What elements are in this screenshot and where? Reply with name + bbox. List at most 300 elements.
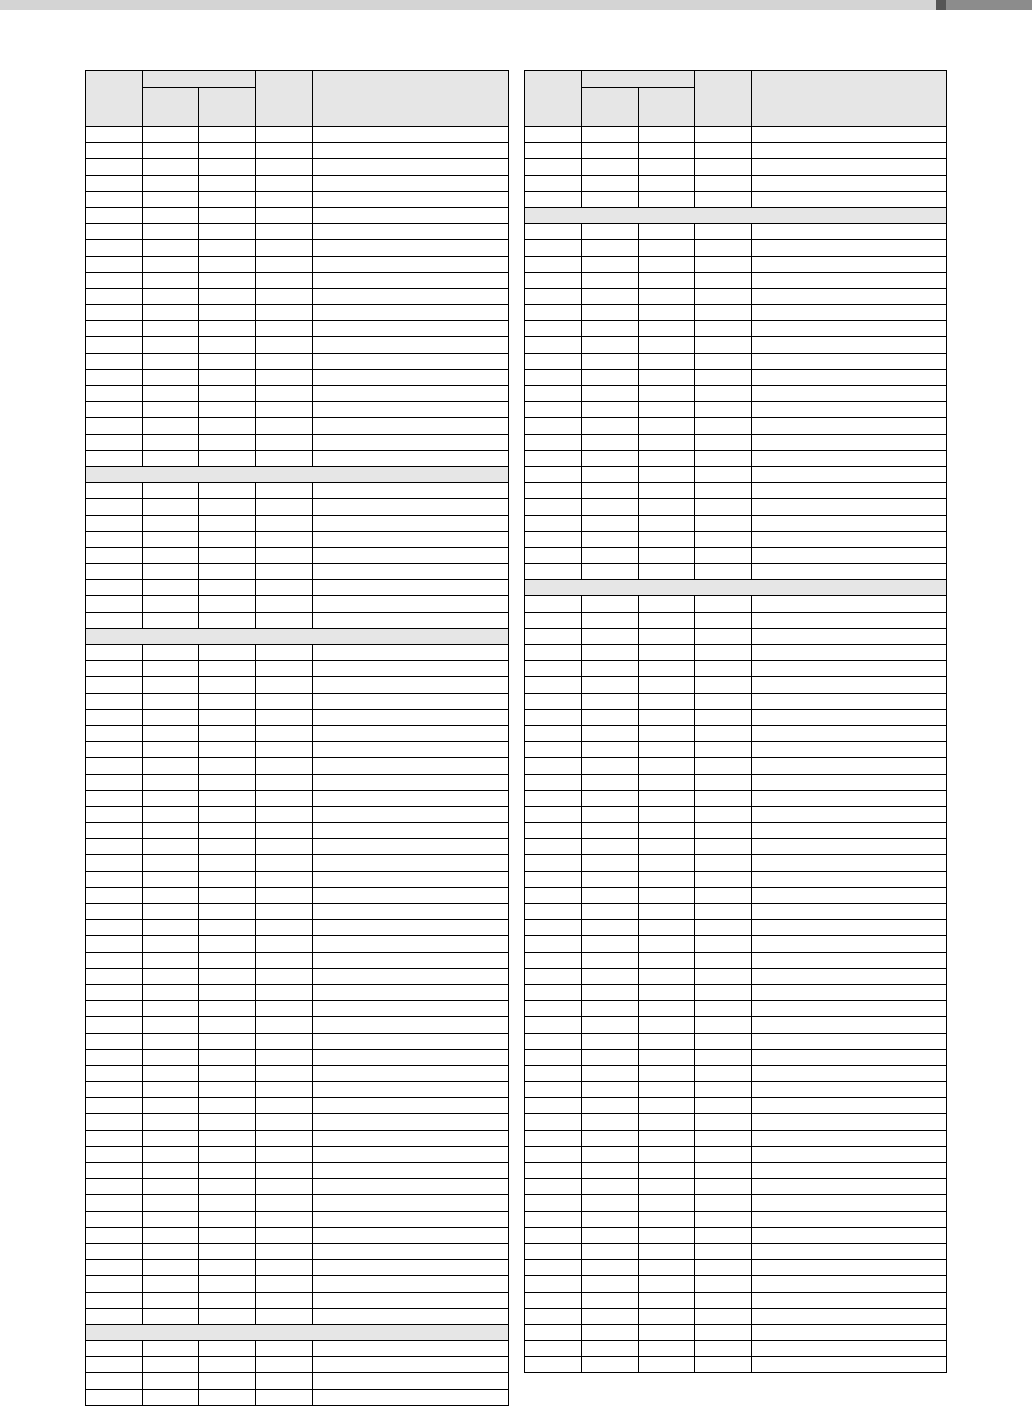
table-cell: [639, 547, 695, 563]
table-cell: [86, 1260, 143, 1276]
table-cell: [313, 1308, 509, 1324]
table-row: [86, 806, 509, 822]
table-row: [525, 1130, 947, 1146]
table-cell: [695, 968, 752, 984]
table-row: [86, 515, 509, 531]
table-cell: [695, 224, 752, 240]
table-cell: [313, 515, 509, 531]
table-cell: [695, 1227, 752, 1243]
table-cell: [525, 272, 582, 288]
table-cell: [86, 1082, 143, 1098]
table-row: [86, 1195, 509, 1211]
table-row: [86, 143, 509, 159]
table-cell: [256, 677, 313, 693]
table-cell: [582, 936, 639, 952]
table-cell: [752, 1114, 947, 1130]
table-row: [86, 402, 509, 418]
table-cell: [143, 483, 199, 499]
table-cell: [525, 1357, 582, 1373]
table-cell: [313, 871, 509, 887]
table-cell: [256, 1017, 313, 1033]
table-row: [525, 1001, 947, 1017]
table-cell: [752, 1308, 947, 1324]
table-cell: [525, 450, 582, 466]
table-cell: [639, 240, 695, 256]
table-cell: [86, 968, 143, 984]
table-cell: [313, 159, 509, 175]
table-row: [86, 418, 509, 434]
table-cell: [143, 1017, 199, 1033]
table-cell: [752, 1033, 947, 1049]
table-cell: [199, 353, 256, 369]
table-cell: [639, 1276, 695, 1292]
table-cell: [582, 288, 639, 304]
table-cell: [752, 143, 947, 159]
table-cell: [199, 725, 256, 741]
table-cell: [695, 272, 752, 288]
table-cell: [313, 1179, 509, 1195]
table-cell: [752, 742, 947, 758]
table-row: [525, 240, 947, 256]
table-cell: [639, 1146, 695, 1162]
table-cell: [199, 143, 256, 159]
table-cell: [525, 1146, 582, 1162]
table-row: [525, 1276, 947, 1292]
table-cell: [313, 191, 509, 207]
table-cell: [256, 1098, 313, 1114]
table-cell: [143, 564, 199, 580]
table-cell: [86, 321, 143, 337]
table-cell: [525, 515, 582, 531]
table-cell: [86, 661, 143, 677]
table-cell: [639, 855, 695, 871]
table-cell: [143, 1049, 199, 1065]
table-cell: [143, 1211, 199, 1227]
table-cell: [695, 1098, 752, 1114]
table-cell: [143, 645, 199, 661]
table-cell: [86, 515, 143, 531]
table-cell: [525, 920, 582, 936]
table-row: [525, 402, 947, 418]
table-cell: [256, 823, 313, 839]
table-cell: [752, 483, 947, 499]
table-cell: [752, 159, 947, 175]
table-cell: [639, 159, 695, 175]
table-cell: [525, 224, 582, 240]
table-cell: [582, 920, 639, 936]
table-cell: [752, 677, 947, 693]
table-cell: [525, 1308, 582, 1324]
table-cell: [582, 143, 639, 159]
table-row: [86, 887, 509, 903]
table-cell: [582, 418, 639, 434]
table-cell: [86, 547, 143, 563]
table-cell: [525, 143, 582, 159]
table-row: [525, 871, 947, 887]
table-cell: [639, 143, 695, 159]
table-cell: [199, 272, 256, 288]
table-cell: [313, 855, 509, 871]
table-cell: [143, 952, 199, 968]
table-cell: [256, 968, 313, 984]
table-cell: [525, 1211, 582, 1227]
table-cell: [143, 305, 199, 321]
table-cell: [256, 547, 313, 563]
table-cell: [256, 920, 313, 936]
table-cell: [582, 693, 639, 709]
table-cell: [695, 1082, 752, 1098]
table-cell: [256, 337, 313, 353]
table-cell: [752, 725, 947, 741]
table-cell: [695, 1001, 752, 1017]
table-cell: [313, 207, 509, 223]
table-cell: [525, 1098, 582, 1114]
table-cell: [313, 1163, 509, 1179]
table-cell: [199, 709, 256, 725]
table-cell: [143, 224, 199, 240]
table-cell: [639, 1260, 695, 1276]
table-cell: [752, 693, 947, 709]
table-cell: [86, 855, 143, 871]
table-cell: [313, 742, 509, 758]
table-cell: [256, 1341, 313, 1357]
table-cell: [199, 790, 256, 806]
table-cell: [639, 920, 695, 936]
table-cell: [86, 1049, 143, 1065]
table-cell: [86, 709, 143, 725]
table-cell: [86, 1179, 143, 1195]
table-cell: [256, 499, 313, 515]
table-cell: [525, 855, 582, 871]
table-cell: [143, 742, 199, 758]
table-cell: [582, 758, 639, 774]
table-row: [525, 1098, 947, 1114]
table-cell: [639, 628, 695, 644]
table-cell: [256, 1357, 313, 1373]
table-row: [525, 952, 947, 968]
table-cell: [752, 1163, 947, 1179]
section-header-cell: [86, 1324, 509, 1340]
table-cell: [695, 466, 752, 482]
table-cell: [313, 1114, 509, 1130]
table-cell: [86, 191, 143, 207]
table-cell: [582, 386, 639, 402]
table-cell: [639, 272, 695, 288]
table-cell: [695, 1049, 752, 1065]
table-cell: [199, 580, 256, 596]
table-cell: [199, 984, 256, 1000]
table-cell: [86, 1357, 143, 1373]
table-row: [525, 305, 947, 321]
table-cell: [199, 256, 256, 272]
table-cell: [639, 386, 695, 402]
table-cell: [143, 1163, 199, 1179]
table-cell: [199, 321, 256, 337]
table-cell: [199, 774, 256, 790]
table-cell: [525, 1324, 582, 1340]
table-cell: [143, 288, 199, 304]
table-cell: [313, 353, 509, 369]
table-cell: [143, 1260, 199, 1276]
table-cell: [525, 1065, 582, 1081]
table-cell: [313, 1341, 509, 1357]
table-cell: [256, 645, 313, 661]
table-cell: [199, 1163, 256, 1179]
table-cell: [582, 1179, 639, 1195]
table-cell: [256, 936, 313, 952]
table-cell: [752, 1065, 947, 1081]
table-cell: [86, 1389, 143, 1405]
table-cell: [86, 1130, 143, 1146]
table-cell: [582, 256, 639, 272]
table-cell: [695, 1324, 752, 1340]
table-cell: [639, 1324, 695, 1340]
table-row: [86, 790, 509, 806]
table-cell: [199, 904, 256, 920]
table-cell: [582, 1243, 639, 1259]
table-cell: [143, 1179, 199, 1195]
table-row: [525, 758, 947, 774]
table-cell: [143, 337, 199, 353]
table-row: [525, 288, 947, 304]
table-cell: [752, 321, 947, 337]
table-cell: [256, 871, 313, 887]
table-cell: [86, 839, 143, 855]
table-cell: [752, 1324, 947, 1340]
table-cell: [86, 1276, 143, 1292]
table-cell: [695, 677, 752, 693]
table-cell: [143, 693, 199, 709]
table-cell: [199, 968, 256, 984]
table-cell: [582, 904, 639, 920]
table-cell: [143, 353, 199, 369]
table-row: [525, 159, 947, 175]
table-cell: [525, 1260, 582, 1276]
table-cell: [86, 207, 143, 223]
table-cell: [256, 483, 313, 499]
table-row: [86, 256, 509, 272]
table-cell: [752, 806, 947, 822]
table-cell: [752, 547, 947, 563]
table-cell: [695, 758, 752, 774]
table-cell: [313, 1276, 509, 1292]
table-cell: [582, 645, 639, 661]
table-cell: [752, 1243, 947, 1259]
table-cell: [582, 1017, 639, 1033]
table-row: [86, 1049, 509, 1065]
table-cell: [143, 1373, 199, 1389]
table-row: [86, 175, 509, 191]
table-row: [525, 1260, 947, 1276]
table-cell: [199, 547, 256, 563]
table-cell: [639, 1033, 695, 1049]
table-cell: [86, 871, 143, 887]
table-cell: [639, 612, 695, 628]
table-cell: [582, 1001, 639, 1017]
table-cell: [639, 1195, 695, 1211]
table-cell: [582, 483, 639, 499]
table-cell: [752, 564, 947, 580]
section-header-cell: [525, 580, 947, 596]
table-cell: [582, 790, 639, 806]
table-cell: [143, 547, 199, 563]
table-cell: [86, 1373, 143, 1389]
table-cell: [752, 871, 947, 887]
table-cell: [313, 984, 509, 1000]
table-cell: [639, 677, 695, 693]
table-cell: [582, 531, 639, 547]
table-row: [525, 1195, 947, 1211]
table-cell: [752, 904, 947, 920]
table-cell: [639, 1001, 695, 1017]
table-cell: [143, 1195, 199, 1211]
left-table-body: [86, 127, 509, 1406]
table-cell: [582, 224, 639, 240]
table-cell: [256, 224, 313, 240]
table-cell: [525, 402, 582, 418]
table-cell: [256, 531, 313, 547]
table-cell: [752, 1195, 947, 1211]
table-cell: [752, 272, 947, 288]
table-row: [86, 1308, 509, 1324]
table-row: [86, 596, 509, 612]
table-cell: [313, 175, 509, 191]
table-cell: [313, 596, 509, 612]
table-cell: [143, 709, 199, 725]
table-cell: [582, 127, 639, 143]
table-cell: [143, 1276, 199, 1292]
table-cell: [695, 1341, 752, 1357]
table-cell: [639, 369, 695, 385]
table-cell: [752, 434, 947, 450]
table-row: [86, 1065, 509, 1081]
table-cell: [199, 418, 256, 434]
table-cell: [199, 207, 256, 223]
table-cell: [143, 175, 199, 191]
header-sub1: [582, 88, 639, 127]
table-cell: [752, 369, 947, 385]
table-cell: [639, 725, 695, 741]
table-row: [86, 483, 509, 499]
table-cell: [256, 774, 313, 790]
table-cell: [525, 434, 582, 450]
table-cell: [639, 596, 695, 612]
table-cell: [86, 952, 143, 968]
table-row: [86, 224, 509, 240]
table-cell: [525, 466, 582, 482]
table-cell: [639, 564, 695, 580]
table-cell: [752, 1227, 947, 1243]
table-cell: [525, 790, 582, 806]
table-cell: [143, 159, 199, 175]
table-cell: [143, 256, 199, 272]
table-cell: [313, 499, 509, 515]
table-cell: [86, 127, 143, 143]
table-row: [525, 564, 947, 580]
table-cell: [752, 1292, 947, 1308]
table-row: [525, 191, 947, 207]
table-cell: [86, 887, 143, 903]
table-cell: [582, 806, 639, 822]
table-cell: [199, 742, 256, 758]
table-cell: [313, 1211, 509, 1227]
table-cell: [199, 483, 256, 499]
table-cell: [525, 418, 582, 434]
table-cell: [313, 1357, 509, 1373]
table-row: [86, 612, 509, 628]
table-row: [525, 224, 947, 240]
table-cell: [313, 839, 509, 855]
table-cell: [752, 353, 947, 369]
table-cell: [143, 191, 199, 207]
table-cell: [639, 645, 695, 661]
table-cell: [525, 904, 582, 920]
table-cell: [582, 709, 639, 725]
table-cell: [582, 547, 639, 563]
table-cell: [143, 1146, 199, 1162]
table-cell: [582, 1292, 639, 1308]
table-row: [86, 677, 509, 693]
table-cell: [199, 677, 256, 693]
table-row: [525, 175, 947, 191]
table-cell: [256, 240, 313, 256]
table-cell: [143, 823, 199, 839]
table-cell: [695, 1114, 752, 1130]
table-cell: [256, 693, 313, 709]
table-cell: [752, 450, 947, 466]
table-cell: [695, 402, 752, 418]
table-cell: [582, 321, 639, 337]
table-cell: [86, 531, 143, 547]
table-row: [525, 143, 947, 159]
table-cell: [143, 1341, 199, 1357]
table-cell: [313, 1260, 509, 1276]
table-cell: [86, 1017, 143, 1033]
table-cell: [199, 758, 256, 774]
table-cell: [313, 758, 509, 774]
table-cell: [143, 386, 199, 402]
table-cell: [86, 305, 143, 321]
table-cell: [525, 483, 582, 499]
table-row: [525, 1065, 947, 1081]
table-cell: [582, 871, 639, 887]
table-row: [86, 1114, 509, 1130]
table-cell: [256, 1114, 313, 1130]
table-cell: [695, 369, 752, 385]
table-cell: [313, 450, 509, 466]
table-row: [525, 984, 947, 1000]
table-cell: [752, 499, 947, 515]
table-cell: [313, 337, 509, 353]
table-cell: [256, 1243, 313, 1259]
table-cell: [525, 693, 582, 709]
table-cell: [525, 564, 582, 580]
table-cell: [525, 774, 582, 790]
table-cell: [525, 127, 582, 143]
table-cell: [582, 175, 639, 191]
table-cell: [752, 596, 947, 612]
table-cell: [639, 224, 695, 240]
table-cell: [86, 580, 143, 596]
table-cell: [256, 1276, 313, 1292]
table-cell: [199, 1389, 256, 1405]
table-cell: [143, 450, 199, 466]
table-cell: [256, 143, 313, 159]
header-group: [143, 71, 256, 88]
table-cell: [582, 191, 639, 207]
table-cell: [695, 742, 752, 758]
table-cell: [313, 580, 509, 596]
